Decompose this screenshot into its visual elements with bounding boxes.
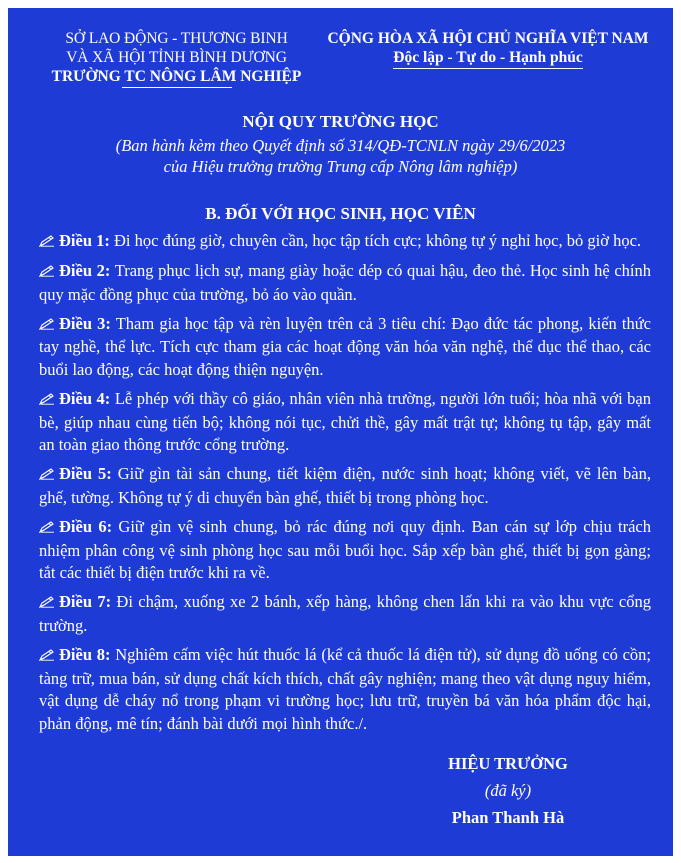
rule-label: Điều 2:: [59, 261, 111, 281]
rule-text: Nghiêm cấm việc hút thuốc lá (kể cả thuốc lá điện tử), sử dụng đồ uống có cồn; tàng trữ, mua bán, sử dụng chất kích thích, chất gây nghiện; mang theo vật dụng nguy hiểm, vật dụng dễ cháy nổ trong phạm vi trường học; lưu trữ, truyền bá văn hóa phẩm độc hại, phản động, mê tín; đánh bài dưới mọi hình thức./.: [39, 645, 652, 733]
rule-text: Tham gia học tập và rèn luyện trên cả 3 tiêu chí: Đạo đức tác phong, kiến thức tay nghề, thể lực. Tích cực tham gia các hoạt động văn hóa văn nghệ, thể dục thể thao, các buổi lao động, các hoạt động thiện nguyện.: [39, 313, 652, 379]
rule-text: Đi học đúng giờ, chuyên cần, học tập tích cực; không tự ý nghỉ học, bỏ giờ học.: [114, 231, 642, 250]
rule-item: [39, 313, 651, 382]
pencil-icon: [39, 645, 55, 668]
pencil-icon: [39, 231, 55, 254]
pencil-icon: [39, 314, 55, 337]
rule-item: [39, 516, 651, 585]
motto: Độc lập - Tự do - Hạnh phúc: [393, 48, 582, 69]
pencil-icon: [39, 464, 55, 487]
document-title: NỘI QUY TRƯỜNG HỌC: [242, 112, 439, 131]
rule-item: [39, 388, 651, 457]
rule-item: [39, 644, 651, 735]
rule-item: [39, 230, 651, 254]
subtitle-line-2: của Hiệu trưởng trường Trung cấp Nông lâm nghiệp): [163, 157, 518, 176]
pencil-icon: [39, 261, 55, 284]
header-underline: [122, 87, 232, 88]
authority-line-2: VÀ XÃ HỘI TỈNH BÌNH DƯƠNG: [66, 49, 287, 66]
rule-label: Điều 6:: [59, 517, 113, 537]
rule-item: [39, 260, 651, 306]
rule-text: Trang phục lịch sự, mang giày hoặc dép có quai hậu, đeo thẻ. Học sinh hệ chính quy mặc đồng phục của trường, bỏ áo vào quần.: [39, 261, 652, 304]
country-name: CỘNG HÒA XÃ HỘI CHỦ NGHĨA VIỆT NAM: [327, 30, 649, 47]
national-motto: [308, 29, 668, 69]
document-page: [8, 8, 673, 856]
rule-label: Điều 8:: [59, 645, 111, 664]
authority-line-1: SỞ LAO ĐỘNG - THƯƠNG BINH: [65, 30, 288, 47]
rule-label: Điều 1:: [59, 231, 110, 250]
pencil-icon: [39, 517, 55, 540]
rules-list: [39, 230, 651, 742]
section-heading: B. ĐỐI VỚI HỌC SINH, HỌC VIÊN: [205, 204, 476, 223]
subtitle-line-1: (Ban hành kèm theo Quyết định số 314/QĐ-TCNLN ngày 29/6/2023: [115, 136, 566, 155]
rule-text: Giữ gìn vệ sinh chung, bỏ rác đúng nơi quy định. Ban cán sự lớp chịu trách nhiệm phân công vệ sinh phòng học sau mỗi buổi học. Sắp xếp bàn ghế, thiết bị gọn gàng; tắt các thiết bị điện trước khi ra về.: [39, 517, 652, 583]
school-name: TRƯỜNG TC NÔNG LÂM NGHIỆP: [51, 68, 302, 85]
rule-text: Đi chậm, xuống xe 2 bánh, xếp hàng, không chen lấn khi ra vào khu vực cổng trường.: [39, 592, 651, 635]
rule-text: Giữ gìn tài sản chung, tiết kiệm điện, nước sinh hoạt; không viết, vẽ lên bàn, ghế, tường. Không tự ý di chuyển bàn ghế, thiết bị trong phòng học.: [39, 464, 652, 507]
rule-item: [39, 591, 651, 637]
rule-item: [39, 463, 651, 509]
document-subtitle: [8, 135, 673, 177]
rule-label: Điều 4:: [59, 389, 111, 409]
signer-name: Phan Thanh Hà: [451, 808, 565, 827]
signature-status: (đã ký): [484, 781, 532, 800]
rule-label: Điều 7:: [59, 592, 112, 612]
signer-position: HIỆU TRƯỞNG: [448, 754, 568, 773]
rule-label: Điều 3:: [59, 313, 111, 333]
rule-label: Điều 5:: [59, 464, 112, 484]
issuing-authority: [44, 29, 309, 88]
rule-text: Lễ phép với thầy cô giáo, nhân viên nhà trường, người lớn tuổi; hòa nhã với bạn bè, giúp nhau cùng tiến bộ; không nói tục, chửi thề, gây mất trật tự; không tụ tập, gây mất an toàn giao thông trước cổng trường.: [39, 389, 652, 455]
pencil-icon: [39, 592, 55, 615]
pencil-icon: [39, 389, 55, 412]
